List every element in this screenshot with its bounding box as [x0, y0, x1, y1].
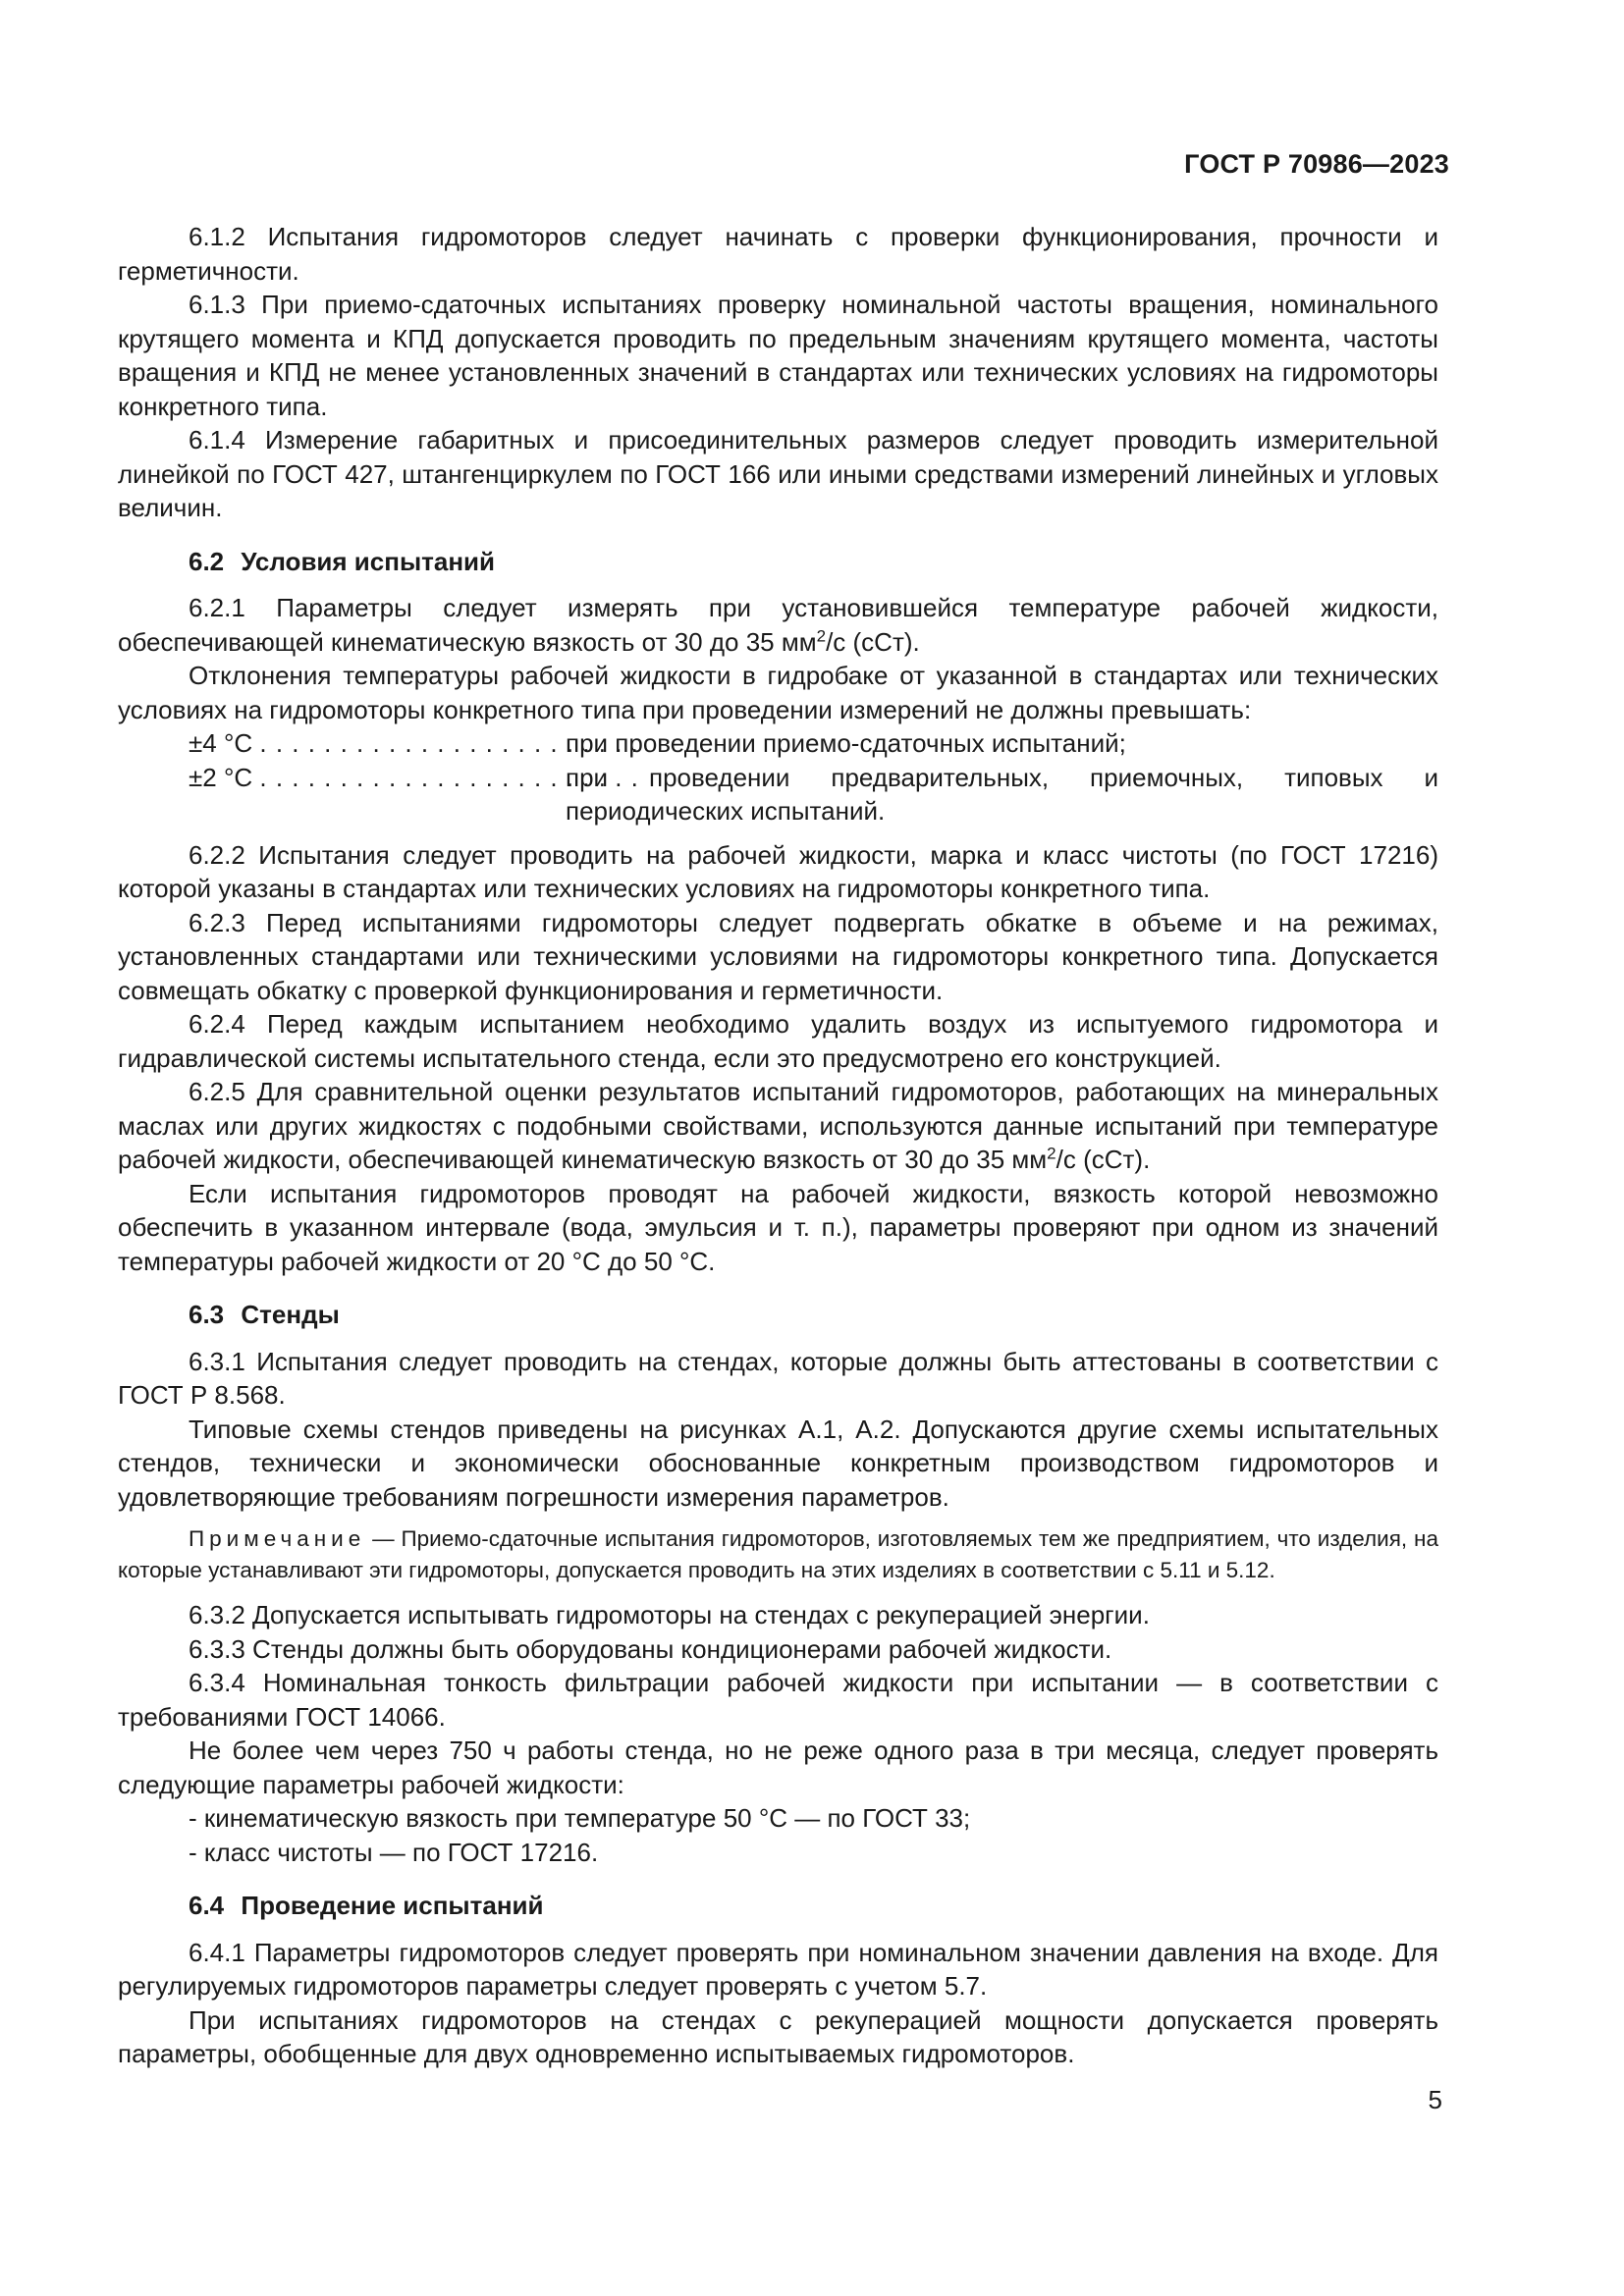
note [118, 1523, 1438, 1586]
paragraph-6-2-2: 6.2.2 Испытания следует проводить на рабочей жидкости, марка и класс чистоты (по ГОСТ 17216) которой указаны в стандартах или технических условиях на гидромоторы конкретного типа. [118, 839, 1438, 903]
paragraph-6-3-2: 6.3.2 Допускается испытывать гидромоторы на стендах с рекуперацией энергии. [189, 1600, 1150, 1629]
paragraph-deviation: Отклонения температуры рабочей жидкости в гидробаке от указанной в стандартах или технических условиях на гидромоторы конкретного типа при проведении измерений не должны превышать: [118, 661, 1438, 724]
paragraph-6-1-3: 6.1.3 При приемо-сдаточных испытаниях проверку номинальной частоты вращения, номинального крутящего момента и КПД допускается проводить по предельным значениям крутящего момента, частоты вращения и КПД не менее установленных значений в стандартах или технических условиях на гидромоторы конкретного типа. [118, 290, 1438, 421]
paragraph-6-1-4: 6.1.4 Измерение габаритных и присоединительных размеров следует проводить измерительной линейкой по ГОСТ 427, штангенциркулем по ГОСТ 166 или иными средствами измерений линейных и угловых величин. [118, 425, 1438, 522]
tolerance-label [118, 726, 639, 761]
section-heading-6-2 [118, 545, 1438, 579]
leader-dots: . . . . . . . . . . . . . . . . . . . . . . . . [259, 728, 639, 758]
note-label: Примечание [189, 1526, 366, 1551]
tolerance-label [118, 761, 639, 828]
paragraph-stand-schemes: Типовые схемы стендов приведены на рисунках А.1, А.2. Допускаются другие схемы испытательных стендов, технически и экономически обоснованные конкретным производством гидромоторов и удовлетворяющие требованиям погрешности измерения параметров. [118, 1414, 1438, 1512]
paragraph-water-emulsion: Если испытания гидромоторов проводят на рабочей жидкости, вязкость которой невозможно обеспечить в указанном интервале (вода, эмульсия и т. п.), параметры проверяют при одном из значений температуры рабочей жидкости от 20 °С до 50 °С. [118, 1178, 1438, 1276]
list-item: - класс чистоты — по ГОСТ 17216. [189, 1837, 599, 1867]
paragraph-6-3-1: 6.3.1 Испытания следует проводить на стендах, которые должны быть аттестованы в соответствии с ГОСТ Р 8.568. [118, 1346, 1438, 1410]
list-item: - кинематическую вязкость при температуре 50 °С — по ГОСТ 33; [189, 1803, 971, 1833]
paragraph-6-2-1 [118, 591, 1438, 659]
leader-dots: . . . . . . . . . . . . . . . . . . . . . . . . [259, 762, 639, 792]
paragraph-6-2-3: 6.2.3 Перед испытаниями гидромоторы следует подвергать обкатке в объеме и на режимах, установленных стандартами или техническими условиями на гидромоторы конкретного типа. Допускается совмещать обкатку с проверкой функционирования и герметичности. [118, 907, 1438, 1005]
paragraph-text: 6.2.5 Для сравнительной оценки результатов испытаний гидромоторов, работающих на минеральных маслах или других жидкостях с подобными свойствами, используются данные испытаний при температуре рабочей жидкости, обеспечивающей кинематическую вязкость от 30 до 35 мм [118, 1077, 1438, 1174]
paragraph-text: 6.2.1 Параметры следует измерять при установившейся температуре рабочей жидкости, обеспечивающей кинематическую вязкость от 30 до 35 мм [118, 593, 1438, 657]
paragraph-recuperation: При испытаниях гидромоторов на стендах с рекуперацией мощности допускается проверять параметры, обобщенные для двух одновременно испытываемых гидромоторов. [118, 2004, 1438, 2068]
paragraph-6-2-5 [118, 1075, 1438, 1177]
tolerance-value: ±4 °С [189, 728, 253, 758]
paragraph-text: /с (сСт). [826, 626, 920, 657]
heading-title: Условия испытаний [241, 546, 496, 576]
document-id-header: ГОСТ Р 70986—2023 [1184, 149, 1449, 179]
tolerance-row [118, 761, 1438, 828]
tolerance-description: при проведении предварительных, приемочных, типовых и периодических испытаний. [566, 762, 1438, 826]
tolerance-description: при проведении приемо-сдаточных испытаний; [566, 728, 1126, 758]
paragraph-6-2-4: 6.2.4 Перед каждым испытанием необходимо удалить воздух из испытуемого гидромотора и гидравлической системы испытательного стенда, если это предусмотрено его конструкцией. [118, 1009, 1438, 1073]
paragraph-6-1-2: 6.1.2 Испытания гидромоторов следует начинать с проверки функционирования, прочности и герметичности. [118, 222, 1438, 286]
page-number: 5 [1428, 2085, 1442, 2114]
heading-title: Стенды [241, 1300, 340, 1329]
paragraph-fluid-check: Не более чем через 750 ч работы стенда, но не реже одного раза в три месяца, следует проверять следующие параметры рабочей жидкости: [118, 1735, 1438, 1799]
heading-title: Проведение испытаний [241, 1891, 544, 1920]
tolerance-value: ±2 °С [189, 762, 253, 792]
note-text: — Приемо-сдаточные испытания гидромоторов, изготовляемых тем же предприятием, что изделия, на которые устанавливают эти гидромоторы, допускается проводить на этих изделиях в соответствии с 5.11 и 5.12. [118, 1526, 1438, 1582]
section-heading-6-4 [118, 1889, 1438, 1923]
heading-number: 6.3 [189, 1300, 225, 1329]
heading-number: 6.2 [189, 546, 225, 576]
superscript: 2 [816, 625, 827, 645]
tolerance-row [118, 726, 1438, 761]
page-content [118, 220, 1438, 2071]
paragraph-text: /с (сСт). [1056, 1145, 1151, 1174]
paragraph-6-3-3: 6.3.3 Стенды должны быть оборудованы кондиционерами рабочей жидкости. [189, 1633, 1112, 1664]
paragraph-6-4-1: 6.4.1 Параметры гидромоторов следует проверять при номинальном значении давления на входе. Для регулируемых гидромоторов параметры следует проверять с учетом 5.7. [118, 1937, 1438, 2001]
section-heading-6-3 [118, 1298, 1438, 1332]
heading-number: 6.4 [189, 1891, 225, 1920]
paragraph-6-3-4: 6.3.4 Номинальная тонкость фильтрации рабочей жидкости при испытании — в соответствии с требованиями ГОСТ 14066. [118, 1668, 1438, 1732]
superscript: 2 [1047, 1144, 1056, 1163]
